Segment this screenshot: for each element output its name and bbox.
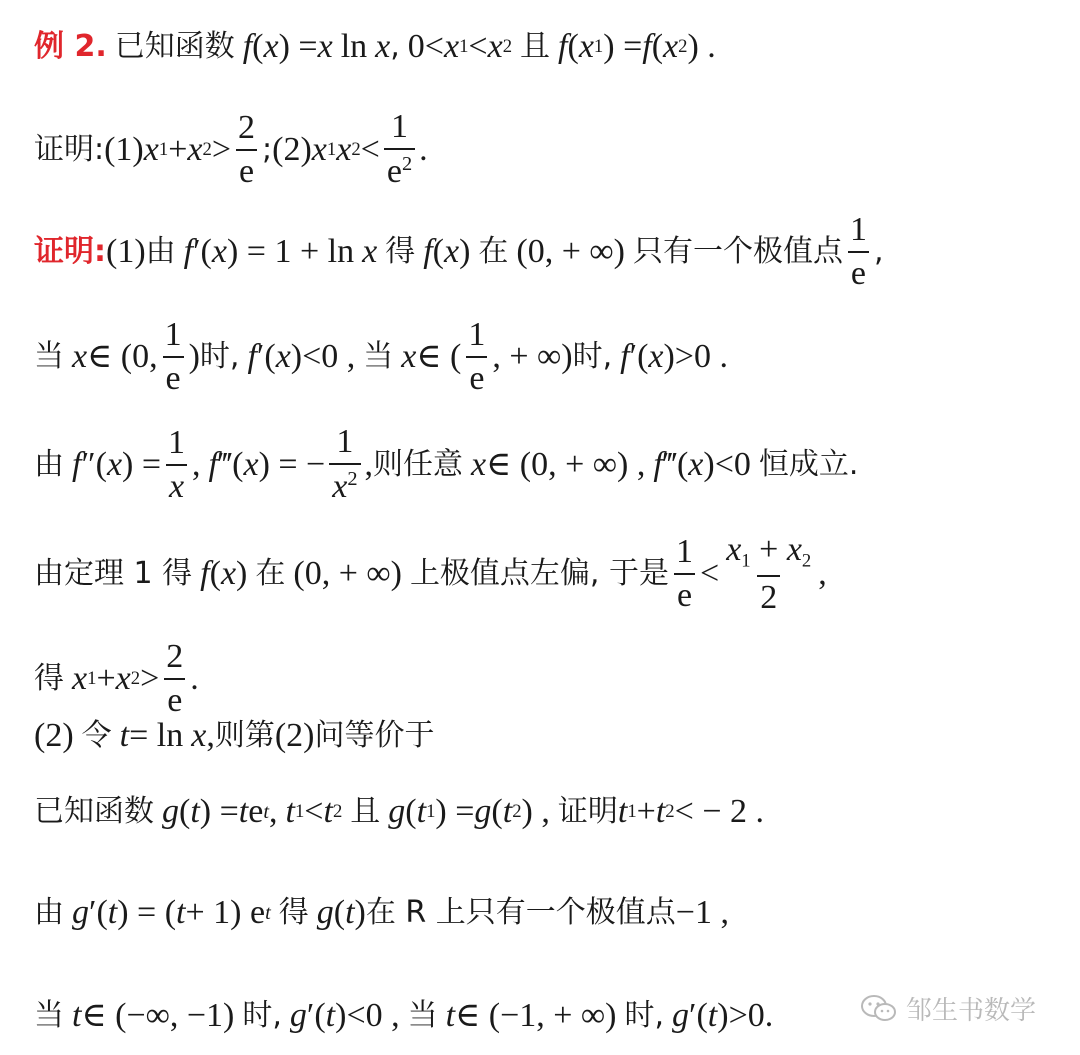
proof-line-8: 由 g ′( t ) = ( t + 1) e t 得 g ( t ) 在 R 上只有一个极值点 −1 ,	[34, 894, 729, 931]
text-prove: 证明:	[34, 131, 105, 167]
proof-line-2: 当 x ∈ (0, $\frac{1}{e}$ ) 时 , f ′( x )<0 , 当 x ∈ ( $\frac{1}{e}$ , + ∞) 时 , f ′( x )>0 .	[34, 316, 728, 397]
proof-line-5: 得 x 1 + x 2 > $\frac{2}{e}$ .	[34, 638, 199, 719]
example-label: 例 2.	[34, 29, 107, 64]
proof-line-6: (2) 令 t = ln x , 则第 (2) 问等价于	[34, 717, 435, 754]
proof-line-9: 当 t ∈ (−∞, −1) 时 , g ′( t )<0 , 当 t ∈ (−1, + ∞) 时 , g ′( t )>0.	[34, 997, 774, 1034]
formula-f-def: f	[242, 28, 253, 65]
proof-line-3: 由 f ″( x ) = $\frac{1}{x}$ , f ‴( x ) = − $\frac{1}{x^2}$ , 则任意 x ∈ (0, + ∞) , f ‴( x )<0 恒成立.	[34, 423, 859, 506]
watermark	[860, 990, 1036, 1027]
example-statement: 例 2. 已知函数 f ( x ) = x ln x , 0< x 1 < x 2 且 f ( x 1 ) = f ( x 2 ) .	[34, 28, 716, 65]
fraction-mean: $\frac{x_1 + x_2}{2}$	[726, 531, 812, 617]
text-given-func: 已知函数	[114, 29, 235, 64]
fraction-2-over-e: $\frac{2}{e}$	[235, 111, 258, 189]
proof-line-7: 已知函数 g ( t ) = t e t , t 1 < t 2 且 g ( t 1 ) = g ( t 2 ) , 证明 t 1 + t 2 < − 2 .	[34, 793, 764, 830]
wechat-icon	[860, 994, 898, 1024]
fraction-1-over-e: $\frac{1}{e}$	[847, 213, 870, 291]
watermark-text: 邹生书数学	[906, 996, 1037, 1026]
proof-line-1: 证明: (1) 由 f ′( x ) = 1 + ln x 得 f ( x ) 在 (0, + ∞) 只有一个极值点 $\frac{1}{e}$ ,	[34, 211, 884, 292]
prove-statement: 证明: (1) x 1 + x 2 > $\frac{2}{e}$ ; (2) x 1 x 2 < $\frac{1}{e^2}$ .	[34, 108, 428, 191]
fraction-1-over-e2: $\frac{1}{e^2}$	[384, 110, 415, 189]
proof-label: 证明:	[34, 234, 106, 269]
proof-line-4: 由 定理 1 得 f ( x ) 在 (0, + ∞) 上极值点左偏, 于是 $\frac{1}{e}$ < $\frac{x_1 + x_2}{2}$ ,	[34, 531, 827, 617]
text-and: 且	[520, 29, 551, 64]
